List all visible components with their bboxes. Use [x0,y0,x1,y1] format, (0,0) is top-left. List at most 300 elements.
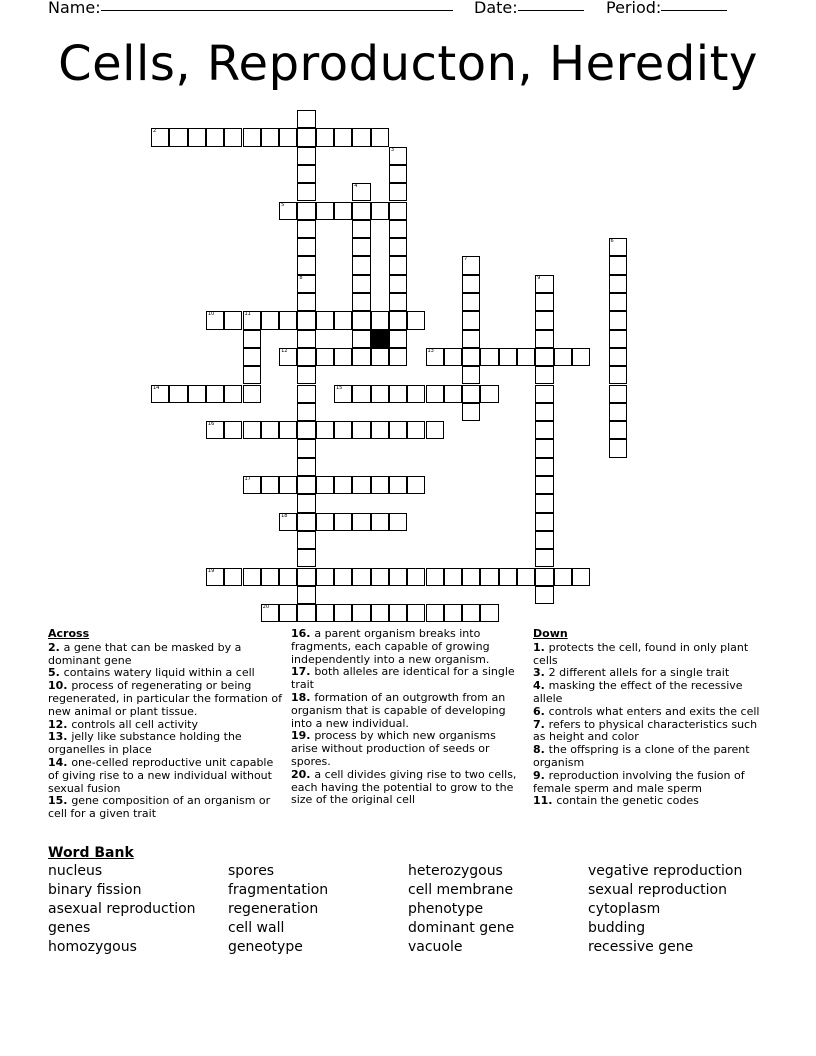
grid-cell[interactable] [224,128,242,146]
grid-cell[interactable] [609,330,627,348]
clue-item-text: controls what enters and exits the cell [548,704,760,718]
clue-item-text: gene composition of an organism or cell for a given trait [48,794,271,821]
clue-item-text: controls all cell activity [71,717,199,731]
grid-cell[interactable] [297,183,315,201]
grid-cell[interactable] [334,568,352,586]
grid-cell[interactable] [261,128,279,146]
word-bank-item: regeneration [228,901,319,917]
grid-cell[interactable] [316,311,334,329]
word-bank-item: budding [588,920,646,936]
grid-cell[interactable] [462,311,480,329]
clue-item [291,769,521,807]
grid-cell[interactable] [297,330,315,348]
grid-cell[interactable] [535,439,553,457]
grid-cell[interactable] [371,568,389,586]
grid-cell[interactable] [297,238,315,256]
grid-cell[interactable] [279,568,297,586]
grid-cell[interactable] [151,128,169,146]
grid-cell[interactable] [243,128,261,146]
clue-item-text: process of regenerating or being regenerated, in particular the formation of new animal or plant tissue. [48,679,282,718]
clue-item-text: process by which new organisms arise without production of seeds or spores. [291,729,496,768]
grid-cell[interactable] [462,604,480,622]
grid-cell[interactable] [279,513,297,531]
grid-cell[interactable] [297,439,315,457]
clue-number: 8 [299,274,303,281]
clue-item-number: 8. [533,743,549,757]
grid-cell[interactable] [389,311,407,329]
grid-cell[interactable] [609,403,627,421]
grid-cell[interactable] [352,183,370,201]
grid-cell[interactable] [334,128,352,146]
grid-cell[interactable] [462,330,480,348]
grid-cell[interactable] [609,421,627,439]
grid-cell[interactable] [535,494,553,512]
name-label: Name: [48,0,101,17]
grid-cell[interactable] [407,421,425,439]
grid-cell[interactable] [243,385,261,403]
clue-item [48,731,282,757]
clue-item [291,692,521,730]
grid-cell[interactable] [389,275,407,293]
clue-item [48,757,282,795]
grid-cell[interactable] [352,513,370,531]
clue-item-number: 19. [291,729,315,743]
clue-item-number: 16. [291,627,315,640]
grid-cell[interactable] [389,348,407,366]
grid-cell[interactable] [535,549,553,567]
grid-cell[interactable] [243,330,261,348]
grid-cell[interactable] [297,275,315,293]
clue-item-number: 4. [533,679,549,693]
grid-cell[interactable] [535,586,553,604]
grid-cell[interactable] [426,604,444,622]
clue-item-text: jelly like substance holding the organelles in place [48,730,242,757]
clue-item-number: 11. [533,794,557,808]
grid-cell[interactable] [389,220,407,238]
clue-number: 9 [537,274,541,281]
grid-cell[interactable] [389,238,407,256]
word-bank-item: geneotype [228,939,303,955]
clue-item-text: masking the effect of the recessive allele [533,679,743,705]
grid-cell[interactable] [316,476,334,494]
grid-cell[interactable] [609,385,627,403]
grid-cell[interactable] [389,476,407,494]
grid-cell[interactable] [535,513,553,531]
grid-cell[interactable] [169,385,187,403]
grid-cell[interactable] [352,348,370,366]
grid-cell[interactable] [535,385,553,403]
grid-cell[interactable] [297,220,315,238]
grid-cell[interactable] [243,366,261,384]
grid-cell[interactable] [535,366,553,384]
grid-cell[interactable] [554,568,572,586]
grid-cell[interactable] [316,128,334,146]
clue-item [291,628,521,666]
word-bank-item: fragmentation [228,882,329,898]
clue-item-text: contains watery liquid within a cell [63,666,255,680]
word-bank-item: genes [48,920,91,936]
down-heading: Down [533,627,568,640]
grid-cell[interactable] [462,366,480,384]
grid-cell[interactable] [297,604,315,622]
clue-item [533,642,763,668]
grid-cell[interactable] [224,568,242,586]
grid-cell[interactable] [279,421,297,439]
grid-cell[interactable] [334,385,352,403]
clue-item-number: 13. [48,730,72,744]
clue-number: 14 [153,384,160,391]
across-heading: Across [48,627,90,640]
grid-cell[interactable] [352,128,370,146]
grid-cell[interactable] [609,311,627,329]
grid-cell[interactable] [535,568,553,586]
grid-cell[interactable] [407,568,425,586]
clue-item [291,730,521,768]
clue-number: 18 [281,512,288,519]
clue-item-text: both alleles are identical for a single trait [291,665,515,692]
grid-cell[interactable] [352,293,370,311]
page-title: Cells, Reproducton, Heredity [58,36,758,92]
word-bank-item: nucleus [48,863,103,879]
clue-item-text: formation of an outgrowth from an organism that is capable of developing into a new individual. [291,690,506,730]
word-bank-item: recessive gene [588,939,694,955]
grid-cell[interactable] [334,202,352,220]
word-bank-item: cell membrane [408,882,514,898]
grid-cell[interactable] [334,476,352,494]
clue-item [48,680,282,718]
grid-cell[interactable] [389,147,407,165]
grid-cell[interactable] [444,385,462,403]
clue-number: 7 [464,256,468,263]
clue-item-number: 2. [48,640,64,654]
grid-cell[interactable] [206,421,224,439]
grid-cell[interactable] [371,202,389,220]
grid-cell[interactable] [535,421,553,439]
grid-cell[interactable] [462,256,480,274]
clue-number: 16 [207,421,215,428]
clue-item-text: 2 different allels for a single trait [548,666,730,680]
grid-cell[interactable] [371,128,389,146]
grid-cell[interactable] [499,568,517,586]
clue-item-number: 5. [48,666,64,680]
grid-cell[interactable] [389,568,407,586]
grid-cell[interactable] [371,513,389,531]
clue-item [533,770,763,796]
grid-cell[interactable] [297,385,315,403]
grid-cell[interactable] [206,128,224,146]
word-bank-item: heterozygous [408,863,503,879]
grid-cell[interactable] [316,513,334,531]
grid-cell[interactable] [609,238,627,256]
grid-cell[interactable] [517,348,535,366]
grid-cell[interactable] [371,604,389,622]
grid-cell[interactable] [279,311,297,329]
grid-cell[interactable] [316,421,334,439]
grid-cell[interactable] [169,128,187,146]
grid-cell[interactable] [297,568,315,586]
clue-item [533,795,763,808]
grid-cell[interactable] [206,568,224,586]
grid-cell[interactable] [462,293,480,311]
clue-item [533,744,763,770]
clue-item-number: 6. [533,704,549,718]
grid-cell[interactable] [261,421,279,439]
grid-cell[interactable] [297,458,315,476]
grid-cell[interactable] [297,256,315,274]
blocked-cell [371,330,389,348]
grid-cell[interactable] [352,220,370,238]
clue-item-text: one-celled reproductive unit capable of giving rise to a new individual without sexual fusion [48,755,274,795]
grid-cell[interactable] [297,110,315,128]
date-label: Date: [474,0,518,17]
clue-item-text: reproduction involving the fusion of female sperm and male sperm [533,768,745,795]
clue-item-text: the offspring is a clone of the parent organism [533,743,750,769]
grid-cell[interactable] [389,202,407,220]
grid-cell[interactable] [352,568,370,586]
grid-cell[interactable] [279,128,297,146]
grid-cell[interactable] [352,256,370,274]
clue-item-number: 15. [48,794,72,808]
grid-cell[interactable] [371,385,389,403]
grid-cell[interactable] [572,348,590,366]
grid-cell[interactable] [554,348,572,366]
grid-cell[interactable] [389,421,407,439]
clue-number: 13 [427,347,434,354]
grid-cell[interactable] [334,513,352,531]
clue-item-text: contain the genetic codes [556,794,699,808]
grid-cell[interactable] [224,421,242,439]
grid-cell[interactable] [243,568,261,586]
grid-cell[interactable] [462,275,480,293]
grid-cell[interactable] [188,128,206,146]
grid-cell[interactable] [352,238,370,256]
grid-cell[interactable] [480,568,498,586]
grid-cell[interactable] [352,311,370,329]
grid-cell[interactable] [371,421,389,439]
grid-cell[interactable] [480,604,498,622]
grid-cell[interactable] [609,348,627,366]
grid-cell[interactable] [261,311,279,329]
grid-cell[interactable] [352,385,370,403]
grid-cell[interactable] [535,293,553,311]
grid-cell[interactable] [224,385,242,403]
word-bank-item: homozygous [48,939,137,955]
grid-cell[interactable] [609,293,627,311]
grid-cell[interactable] [499,348,517,366]
across-clues-column-2 [291,628,521,807]
word-bank-item: asexual reproduction [48,901,196,917]
clue-number: 2 [153,128,157,135]
grid-cell[interactable] [609,256,627,274]
grid-cell[interactable] [426,348,444,366]
grid-cell[interactable] [151,385,169,403]
grid-cell[interactable] [535,458,553,476]
clue-item-number: 18. [291,690,315,704]
clue-number: 15 [336,384,343,391]
grid-cell[interactable] [535,311,553,329]
grid-cell[interactable] [407,385,425,403]
grid-cell[interactable] [224,311,242,329]
grid-cell[interactable] [261,568,279,586]
grid-cell[interactable] [352,202,370,220]
grid-cell[interactable] [297,513,315,531]
grid-cell[interactable] [462,348,480,366]
clue-item [48,795,282,821]
grid-cell[interactable] [316,202,334,220]
grid-cell[interactable] [535,330,553,348]
grid-cell[interactable] [609,275,627,293]
grid-cell[interactable] [297,311,315,329]
grid-cell[interactable] [462,568,480,586]
across-clues-column-1 [48,628,282,821]
grid-cell[interactable] [334,311,352,329]
grid-cell[interactable] [352,421,370,439]
clue-item [291,666,521,692]
grid-cell[interactable] [279,604,297,622]
word-bank-item: vacuole [408,939,463,955]
grid-cell[interactable] [279,348,297,366]
grid-cell[interactable] [243,421,261,439]
grid-cell[interactable] [389,293,407,311]
grid-cell[interactable] [389,604,407,622]
grid-cell[interactable] [389,385,407,403]
grid-cell[interactable] [407,311,425,329]
grid-cell[interactable] [352,275,370,293]
grid-cell[interactable] [297,348,315,366]
grid-cell[interactable] [206,311,224,329]
word-bank-item: vegative reproduction [588,863,743,879]
clue-number: 12 [281,347,288,354]
grid-cell[interactable] [407,476,425,494]
grid-cell[interactable] [297,421,315,439]
grid-cell[interactable] [243,311,261,329]
grid-cell[interactable] [352,330,370,348]
clue-item-text: a gene that can be masked by a dominant gene [48,640,242,667]
grid-cell[interactable] [462,385,480,403]
grid-cell[interactable] [316,348,334,366]
clue-item-text: refers to physical characteristics such as height and color [533,717,758,744]
clue-item-number: 17. [291,665,315,679]
grid-cell[interactable] [480,348,498,366]
down-clues-column [533,628,763,808]
word-bank-item: phenotype [408,901,484,917]
grid-cell[interactable] [297,586,315,604]
grid-cell[interactable] [297,128,315,146]
grid-cell[interactable] [352,476,370,494]
grid-cell[interactable] [609,366,627,384]
grid-cell[interactable] [389,183,407,201]
grid-cell[interactable] [426,568,444,586]
grid-cell[interactable] [572,568,590,586]
clue-item-number: 12. [48,717,72,731]
grid-cell[interactable] [462,403,480,421]
grid-cell[interactable] [389,256,407,274]
word-bank-item: binary fission [48,882,142,898]
grid-cell[interactable] [316,568,334,586]
grid-cell[interactable] [371,311,389,329]
grid-cell[interactable] [297,549,315,567]
grid-cell[interactable] [297,531,315,549]
clue-item-number: 3. [533,666,549,680]
word-bank-title: Word Bank [48,845,134,861]
grid-cell[interactable] [352,604,370,622]
grid-cell[interactable] [609,439,627,457]
grid-cell[interactable] [480,385,498,403]
grid-cell[interactable] [426,421,444,439]
grid-cell[interactable] [535,403,553,421]
clue-number: 6 [610,238,614,245]
grid-cell[interactable] [297,293,315,311]
grid-cell[interactable] [389,165,407,183]
clue-number: 19 [207,567,215,574]
grid-cell[interactable] [334,421,352,439]
grid-cell[interactable] [316,604,334,622]
grid-cell[interactable] [334,348,352,366]
clue-item-number: 9. [533,768,549,782]
grid-cell[interactable] [334,604,352,622]
grid-cell[interactable] [371,476,389,494]
grid-cell[interactable] [243,348,261,366]
grid-cell[interactable] [297,147,315,165]
grid-cell[interactable] [297,165,315,183]
grid-cell[interactable] [279,476,297,494]
grid-cell[interactable] [444,604,462,622]
grid-cell[interactable] [188,385,206,403]
grid-cell[interactable] [535,531,553,549]
clue-item-number: 7. [533,717,549,731]
grid-cell[interactable] [261,604,279,622]
grid-cell[interactable] [297,476,315,494]
grid-cell[interactable] [407,604,425,622]
grid-cell[interactable] [206,385,224,403]
clue-item-number: 1. [533,640,549,654]
clue-item-text: a cell divides giving rise to two cells, each having the potential to grow to the size of the original cell [291,767,517,807]
word-bank-item: cytoplasm [588,901,661,917]
grid-cell[interactable] [535,275,553,293]
word-bank-column-4 [588,862,742,957]
grid-cell[interactable] [243,476,261,494]
grid-cell[interactable] [297,202,315,220]
clue-number: 5 [281,201,285,208]
clue-item-number: 20. [291,767,315,781]
clue-number: 17 [244,476,251,482]
grid-cell[interactable] [297,366,315,384]
grid-cell[interactable] [389,513,407,531]
clue-item [48,642,282,668]
clue-item [533,719,763,745]
grid-cell[interactable] [535,476,553,494]
grid-cell[interactable] [389,330,407,348]
grid-cell[interactable] [444,568,462,586]
grid-cell[interactable] [279,202,297,220]
grid-cell[interactable] [444,348,462,366]
clue-item-text: a parent organism breaks into fragments, each capable of growing independently into a new organism. [291,627,490,666]
grid-cell[interactable] [297,403,315,421]
word-bank-item: cell wall [228,920,285,936]
word-bank-column-3 [408,862,514,957]
clue-number: 3 [390,146,395,153]
grid-cell[interactable] [517,568,535,586]
word-bank-column-2 [228,862,328,957]
clue-item-number: 10. [48,679,72,693]
grid-cell[interactable] [297,494,315,512]
grid-cell[interactable] [261,476,279,494]
grid-cell[interactable] [426,385,444,403]
grid-cell[interactable] [535,348,553,366]
grid-cell[interactable] [371,348,389,366]
period-label: Period: [606,0,662,17]
clue-item-text: protects the cell, found in only plant cells [533,640,749,667]
